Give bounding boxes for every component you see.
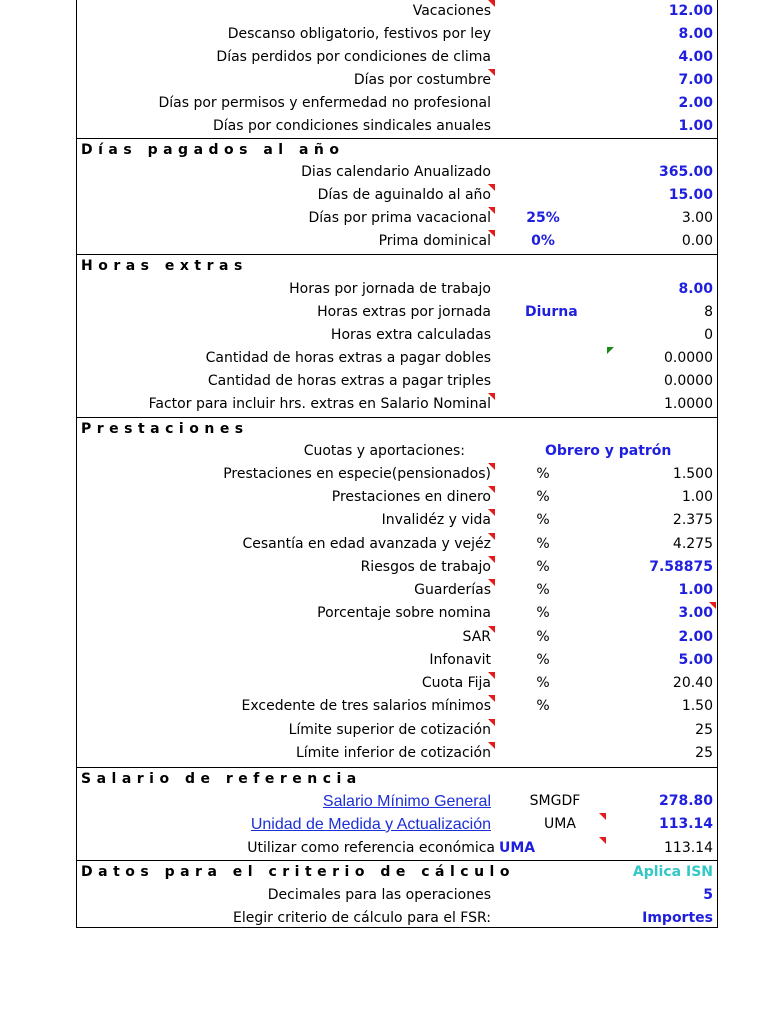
row-horas-calculadas[interactable] xyxy=(77,324,717,347)
row-invalidez[interactable] xyxy=(77,509,717,532)
row-salario-minimo[interactable] xyxy=(77,790,717,813)
row-riesgos[interactable] xyxy=(77,556,717,579)
comment-indicator-icon[interactable] xyxy=(488,393,495,400)
row-horas-dobles[interactable] xyxy=(77,347,717,370)
row-value[interactable]: 12.00 xyxy=(668,3,713,19)
section-header-salario-referencia xyxy=(77,767,717,791)
row-label: Días por permisos y enfermedad no profesional xyxy=(158,95,491,111)
comment-indicator-icon[interactable] xyxy=(599,837,606,844)
percent-sign: % xyxy=(536,652,550,668)
row-label: Cantidad de horas extras a pagar dobles xyxy=(205,350,491,366)
row-label: Prestaciones en dinero xyxy=(331,489,491,505)
row-label: Guarderías xyxy=(414,582,491,598)
section-header-datos-calculo xyxy=(77,860,717,884)
prima-vacacional-percent[interactable]: 25% xyxy=(526,210,560,226)
row-value[interactable]: 8.00 xyxy=(678,26,713,42)
row-label: Cantidad de horas extras a pagar triples xyxy=(207,373,491,389)
row-sar[interactable] xyxy=(77,626,717,649)
percent-sign: % xyxy=(536,559,550,575)
comment-indicator-icon[interactable] xyxy=(488,719,495,726)
row-label: Cuota Fija xyxy=(421,675,491,691)
row-label: Dias calendario Anualizado xyxy=(301,164,491,180)
row-horas-jornada[interactable] xyxy=(77,278,717,301)
row-aguinaldo[interactable] xyxy=(77,184,717,207)
row-value: 113.14 xyxy=(664,840,713,856)
row-label: SAR xyxy=(462,629,491,645)
row-cesantia[interactable] xyxy=(77,533,717,556)
smg-code: SMGDF xyxy=(529,793,581,809)
row-vacaciones[interactable] xyxy=(77,0,717,23)
row-value: 0.0000 xyxy=(664,373,713,389)
percent-sign: % xyxy=(536,605,550,621)
row-label: Días por prima vacacional xyxy=(308,210,491,226)
row-label: Decimales para las operaciones xyxy=(267,887,491,903)
row-descanso[interactable] xyxy=(77,23,717,46)
row-value[interactable]: 2.00 xyxy=(678,629,713,645)
row-costumbre[interactable] xyxy=(77,69,717,92)
spreadsheet-sheet xyxy=(76,0,718,928)
row-value[interactable]: 15.00 xyxy=(668,187,713,203)
row-label: Vacaciones xyxy=(412,3,491,19)
uma-code: UMA xyxy=(544,816,576,832)
section-title: Días pagados al año xyxy=(81,142,345,158)
row-limite-inferior[interactable] xyxy=(77,742,717,765)
row-label: Prima dominical xyxy=(378,233,491,249)
row-value[interactable]: 1.00 xyxy=(678,582,713,598)
row-cuotas[interactable] xyxy=(77,440,717,463)
row-value: 25 xyxy=(695,745,713,761)
row-label: Días perdidos por condiciones de clima xyxy=(216,49,491,65)
row-value: 0.0000 xyxy=(664,350,713,366)
row-value[interactable]: 8.00 xyxy=(678,281,713,297)
row-uma[interactable] xyxy=(77,813,717,836)
section-title: Prestaciones xyxy=(81,421,249,437)
row-label: Excedente de tres salarios mínimos xyxy=(241,698,491,714)
row-decimales[interactable] xyxy=(77,884,717,907)
row-value: 4.275 xyxy=(672,536,713,552)
row-value[interactable]: 7.00 xyxy=(678,72,713,88)
row-prima-dominical[interactable] xyxy=(77,230,717,253)
referencia-select[interactable]: UMA xyxy=(499,840,536,856)
row-clima[interactable] xyxy=(77,46,717,69)
percent-sign: % xyxy=(536,512,550,528)
uma-link[interactable]: Unidad de Medida y Actualización xyxy=(250,816,491,833)
row-value[interactable]: 5.00 xyxy=(678,652,713,668)
row-label: Elegir criterio de cálculo para el FSR: xyxy=(233,910,491,926)
row-horas-triples[interactable] xyxy=(77,370,717,393)
percent-sign: % xyxy=(536,466,550,482)
row-value: 1.500 xyxy=(672,466,713,482)
row-value: 1.50 xyxy=(681,698,713,714)
row-value[interactable]: 365.00 xyxy=(658,164,713,180)
section-header-prestaciones xyxy=(77,417,717,441)
percent-sign: % xyxy=(536,489,550,505)
section-header-horas-extras xyxy=(77,254,717,278)
row-guarderias[interactable] xyxy=(77,579,717,602)
row-label: Factor para incluir hrs. extras en Salario Nominal xyxy=(148,396,491,412)
row-cuota-fija[interactable] xyxy=(77,672,717,695)
comment-indicator-icon[interactable] xyxy=(488,0,495,7)
percent-sign: % xyxy=(536,582,550,598)
row-value: 0 xyxy=(704,327,713,343)
row-horas-extras-jornada[interactable] xyxy=(77,301,717,324)
row-infonavit[interactable] xyxy=(77,649,717,672)
row-permisos[interactable] xyxy=(77,92,717,115)
criterio-select[interactable]: Importes xyxy=(642,910,713,926)
row-dias-calendario[interactable] xyxy=(77,161,717,184)
row-value[interactable]: 1.00 xyxy=(678,118,713,134)
row-label: Porcentaje sobre nomina xyxy=(317,605,491,621)
row-sindicales[interactable] xyxy=(77,115,717,138)
row-label: Horas por jornada de trabajo xyxy=(289,281,491,297)
percent-sign: % xyxy=(536,698,550,714)
row-value: 2.375 xyxy=(672,512,713,528)
section-title: Horas extras xyxy=(81,258,248,274)
cuotas-label: Cuotas y aportaciones: xyxy=(303,443,465,459)
row-value: 8 xyxy=(704,304,713,320)
row-value: 25 xyxy=(695,722,713,738)
row-value: 20.40 xyxy=(672,675,713,691)
row-label: Límite superior de cotización xyxy=(288,722,491,738)
row-value[interactable]: 2.00 xyxy=(678,95,713,111)
row-label: Utilizar como referencia económica xyxy=(247,840,495,856)
row-excedente[interactable] xyxy=(77,695,717,718)
comment-indicator-icon[interactable] xyxy=(488,742,495,749)
row-label: Horas extra calculadas xyxy=(330,327,491,343)
row-factor-salario[interactable] xyxy=(77,393,717,416)
jornada-type-select[interactable]: Diurna xyxy=(525,304,578,320)
error-indicator-icon[interactable] xyxy=(607,347,614,354)
percent-sign: % xyxy=(536,675,550,691)
row-value[interactable]: 113.14 xyxy=(658,816,713,832)
row-label: Descanso obligatorio, festivos por ley xyxy=(227,26,491,42)
comment-indicator-icon[interactable] xyxy=(599,813,606,820)
row-prima-vacacional[interactable] xyxy=(77,207,717,230)
row-label: Límite inferior de cotización xyxy=(295,745,491,761)
row-label: Cesantía en edad avanzada y vejéz xyxy=(242,536,491,552)
row-value: 1.00 xyxy=(681,489,713,505)
row-prest-especie[interactable] xyxy=(77,463,717,486)
row-value: 3.00 xyxy=(681,210,713,226)
salario-minimo-link[interactable]: Salario Mínimo General xyxy=(322,793,491,810)
section-title: Salario de referencia xyxy=(81,771,362,787)
comment-indicator-icon[interactable] xyxy=(488,184,495,191)
decimales-input[interactable]: 5 xyxy=(703,887,713,903)
cuotas-select[interactable]: Obrero y patrón xyxy=(545,443,672,459)
comment-indicator-icon[interactable] xyxy=(488,69,495,76)
percent-sign: % xyxy=(536,536,550,552)
percent-sign: % xyxy=(536,629,550,645)
row-label: Días de aguinaldo al año xyxy=(317,187,491,203)
prima-dominical-percent[interactable]: 0% xyxy=(531,233,555,249)
row-value: 0.00 xyxy=(681,233,713,249)
row-label: Invalidéz y vida xyxy=(381,512,491,528)
row-value[interactable]: 4.00 xyxy=(678,49,713,65)
row-value[interactable]: 7.58875 xyxy=(649,559,713,575)
row-label: Infonavit xyxy=(429,652,491,668)
row-label: Horas extras por jornada xyxy=(317,304,491,320)
row-label: Riesgos de trabajo xyxy=(360,559,491,575)
row-referencia-economica[interactable] xyxy=(77,837,717,860)
row-value[interactable]: 3.00 xyxy=(678,605,713,621)
row-limite-superior[interactable] xyxy=(77,719,717,742)
aplica-isn-toggle[interactable]: Aplica ISN xyxy=(632,864,713,880)
row-porcentaje-nomina[interactable] xyxy=(77,602,717,625)
row-label: Prestaciones en especie(pensionados) xyxy=(223,466,491,482)
row-value[interactable]: 278.80 xyxy=(658,793,713,809)
row-value: 1.0000 xyxy=(664,396,713,412)
row-label: Días por condiciones sindicales anuales xyxy=(212,118,491,134)
row-label: Días por costumbre xyxy=(353,72,491,88)
section-header-dias-pagados xyxy=(77,138,717,162)
section-title: Datos para el criterio de cálculo xyxy=(81,864,515,880)
row-criterio-fsr[interactable] xyxy=(77,907,717,930)
row-prest-dinero[interactable] xyxy=(77,486,717,509)
